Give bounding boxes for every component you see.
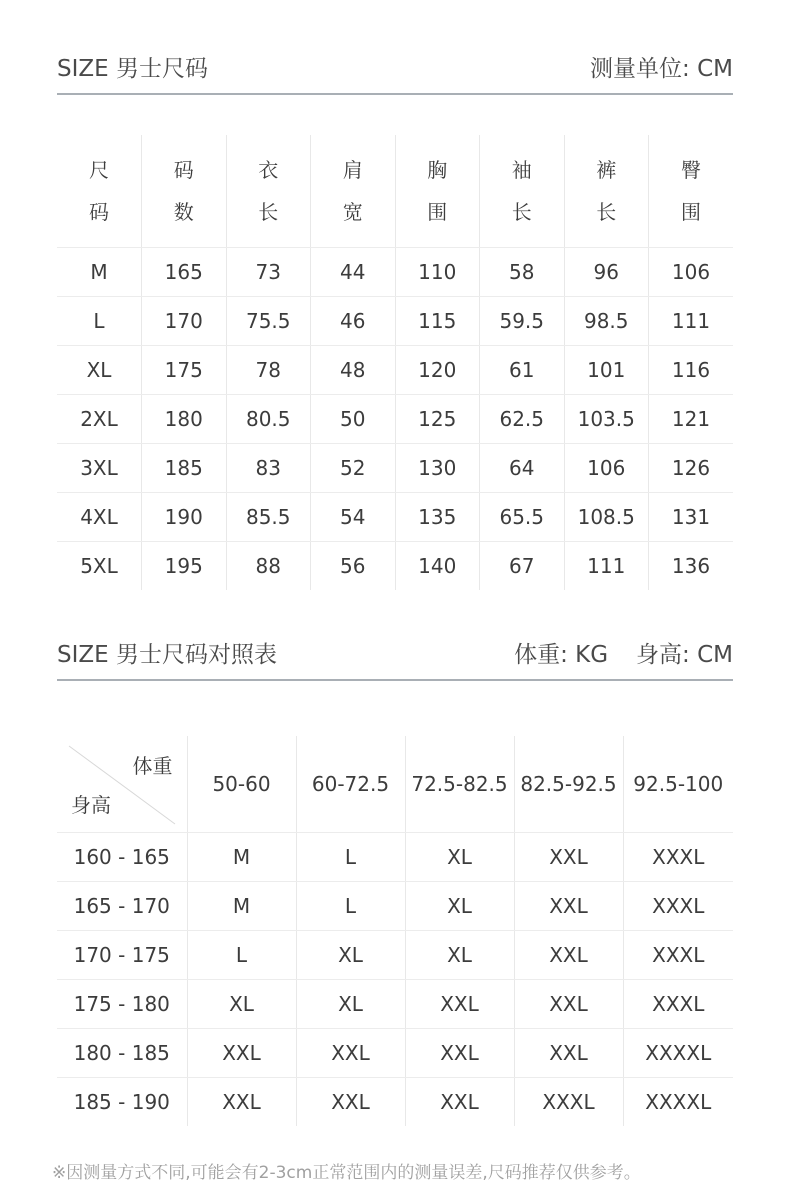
header-char: 宽 bbox=[342, 200, 363, 224]
size-table-cell: 61 bbox=[480, 346, 565, 395]
recommended-size-cell: XL bbox=[296, 931, 405, 980]
size-table-cell: 64 bbox=[480, 444, 565, 493]
chart-section-title: SIZE 男士尺码对照表 bbox=[57, 642, 277, 668]
header-char: 裤 bbox=[596, 158, 617, 182]
recommended-size-cell: XXL bbox=[405, 1029, 514, 1078]
chart-table-row bbox=[57, 931, 733, 980]
recommended-size-cell: XL bbox=[405, 882, 514, 931]
height-range-cell: 180 - 185 bbox=[57, 1029, 187, 1078]
size-table-cell: 190 bbox=[142, 493, 227, 542]
recommended-size-cell: XXXL bbox=[623, 980, 733, 1029]
chart-section-units bbox=[514, 636, 733, 669]
size-table-cell: 83 bbox=[226, 444, 311, 493]
chart-table-row bbox=[57, 833, 733, 882]
size-table-cell: 120 bbox=[395, 346, 480, 395]
size-header-cell bbox=[480, 135, 565, 248]
size-table-cell: 50 bbox=[311, 395, 396, 444]
measurement-footnote: ※因测量方式不同,可能会有2-3cm正常范围内的测量误差,尺码推荐仅供参考。 bbox=[52, 1163, 641, 1183]
recommended-size-cell: L bbox=[296, 833, 405, 882]
recommended-size-cell: XXXL bbox=[623, 931, 733, 980]
corner-cell bbox=[57, 736, 187, 833]
recommended-size-cell: XXL bbox=[514, 1029, 623, 1078]
size-table-cell: 4XL bbox=[57, 493, 142, 542]
recommended-size-cell: XXXL bbox=[623, 833, 733, 882]
size-table-cell: 98.5 bbox=[564, 297, 649, 346]
size-table-cell: 185 bbox=[142, 444, 227, 493]
size-recommendation-table bbox=[57, 736, 733, 1126]
size-header-cell bbox=[226, 135, 311, 248]
size-table-cell: 80.5 bbox=[226, 395, 311, 444]
size-table-cell: 56 bbox=[311, 542, 396, 591]
chart-table-row bbox=[57, 1078, 733, 1127]
header-char: 数 bbox=[173, 200, 194, 224]
size-table-cell: 96 bbox=[564, 248, 649, 297]
recommended-size-cell: XL bbox=[187, 980, 296, 1029]
height-range-cell: 175 - 180 bbox=[57, 980, 187, 1029]
weight-unit-label: 体重: KG bbox=[514, 642, 609, 668]
weight-range-header: 82.5-92.5 bbox=[514, 736, 623, 833]
recommended-size-cell: XXL bbox=[514, 833, 623, 882]
size-table-cell: 136 bbox=[649, 542, 734, 591]
header-char: 袖 bbox=[511, 158, 532, 182]
size-table-cell: 5XL bbox=[80, 554, 118, 578]
recommended-size-cell: XXL bbox=[187, 1029, 296, 1078]
size-table-cell: 135 bbox=[395, 493, 480, 542]
size-table-cell: 44 bbox=[311, 248, 396, 297]
size-table-cell: 130 bbox=[395, 444, 480, 493]
size-table-cell: 106 bbox=[649, 248, 734, 297]
weight-range-header: 92.5-100 bbox=[623, 736, 733, 833]
size-table-cell: 67 bbox=[480, 542, 565, 591]
size-table-cell: 106 bbox=[564, 444, 649, 493]
recommended-size-cell: XXL bbox=[514, 980, 623, 1029]
header-char: 长 bbox=[258, 200, 279, 224]
corner-height-label: 身高 bbox=[71, 793, 111, 817]
recommended-size-cell: M bbox=[187, 882, 296, 931]
recommended-size-cell: XL bbox=[405, 931, 514, 980]
height-unit-label: 身高: CM bbox=[636, 642, 733, 668]
corner-weight-label: 体重 bbox=[132, 754, 173, 778]
size-table-cell: 85.5 bbox=[226, 493, 311, 542]
recommended-size-cell: XXL bbox=[405, 1078, 514, 1127]
recommended-size-cell: XXXXL bbox=[623, 1078, 733, 1127]
header-char: 衣 bbox=[258, 158, 279, 182]
size-table-cell: 62.5 bbox=[480, 395, 565, 444]
weight-range-header: 50-60 bbox=[187, 736, 296, 833]
size-table-row bbox=[57, 542, 733, 591]
size-table-row bbox=[57, 297, 733, 346]
size-table-cell: 108.5 bbox=[564, 493, 649, 542]
size-table-cell: 140 bbox=[395, 542, 480, 591]
recommended-size-cell: XXL bbox=[187, 1078, 296, 1127]
size-header-cell bbox=[57, 135, 142, 248]
header-char: 码 bbox=[173, 158, 194, 182]
size-table-cell: 116 bbox=[649, 346, 734, 395]
height-range-cell: 165 - 170 bbox=[57, 882, 187, 931]
size-table-cell: M bbox=[57, 248, 142, 297]
size-table-cell: 58 bbox=[480, 248, 565, 297]
size-table-cell: 111 bbox=[649, 297, 734, 346]
chart-table-row bbox=[57, 882, 733, 931]
recommended-size-cell: XXL bbox=[296, 1078, 405, 1127]
size-table-cell: 170 bbox=[142, 297, 227, 346]
header-char: 尺 bbox=[89, 158, 109, 182]
chart-table-row bbox=[57, 980, 733, 1029]
recommended-size-cell: XXL bbox=[405, 980, 514, 1029]
size-measurement-table bbox=[57, 135, 733, 590]
size-table-row bbox=[57, 444, 733, 493]
weight-range-header: 72.5-82.5 bbox=[405, 736, 514, 833]
size-table-header-row bbox=[57, 135, 733, 248]
size-table-cell: 111 bbox=[564, 542, 649, 591]
chart-section-header bbox=[57, 636, 733, 681]
size-table-cell: 46 bbox=[311, 297, 396, 346]
header-char: 围 bbox=[681, 200, 701, 224]
header-char: 围 bbox=[427, 200, 448, 224]
recommended-size-cell: M bbox=[187, 833, 296, 882]
size-table-row bbox=[57, 395, 733, 444]
size-table-cell: 59.5 bbox=[480, 297, 565, 346]
chart-table-row bbox=[57, 1029, 733, 1078]
size-table-cell: 103.5 bbox=[564, 395, 649, 444]
size-table-cell: 65.5 bbox=[480, 493, 565, 542]
recommended-size-cell: XXL bbox=[514, 882, 623, 931]
size-table-cell: 126 bbox=[649, 444, 734, 493]
recommended-size-cell: XXL bbox=[296, 1029, 405, 1078]
weight-range-header: 60-72.5 bbox=[296, 736, 405, 833]
size-table-cell: 121 bbox=[649, 395, 734, 444]
height-range-cell: 185 - 190 bbox=[73, 1090, 170, 1114]
recommended-size-cell: XL bbox=[296, 980, 405, 1029]
header-char: 胸 bbox=[427, 158, 448, 182]
size-table-cell: 165 bbox=[142, 248, 227, 297]
recommended-size-cell: XXXL bbox=[623, 882, 733, 931]
size-table-cell: 125 bbox=[395, 395, 480, 444]
size-header-cell bbox=[649, 135, 734, 248]
size-header-cell bbox=[395, 135, 480, 248]
recommended-size-cell: L bbox=[187, 931, 296, 980]
size-table-cell: L bbox=[57, 297, 142, 346]
size-table-cell: 131 bbox=[649, 493, 734, 542]
size-section-title: SIZE 男士尺码 bbox=[57, 56, 208, 82]
size-table-cell: 73 bbox=[226, 248, 311, 297]
size-section-unit: 测量单位: CM bbox=[590, 56, 733, 82]
size-table-cell: 88 bbox=[226, 542, 311, 591]
size-table-cell: 54 bbox=[311, 493, 396, 542]
header-char: 长 bbox=[596, 200, 617, 224]
size-table-cell: 175 bbox=[142, 346, 227, 395]
size-section-header bbox=[57, 50, 733, 95]
size-table-cell: 110 bbox=[395, 248, 480, 297]
recommended-size-cell: L bbox=[296, 882, 405, 931]
header-char: 长 bbox=[511, 200, 532, 224]
size-table-cell: 3XL bbox=[57, 444, 142, 493]
size-table-cell: 78 bbox=[226, 346, 311, 395]
size-table-row bbox=[57, 248, 733, 297]
size-table-cell: 48 bbox=[311, 346, 396, 395]
size-table-cell: 101 bbox=[564, 346, 649, 395]
size-header-cell bbox=[564, 135, 649, 248]
header-char: 肩 bbox=[342, 158, 363, 182]
size-table-cell: 195 bbox=[142, 542, 227, 591]
recommended-size-cell: XXL bbox=[514, 931, 623, 980]
header-char: 臀 bbox=[681, 158, 701, 182]
height-range-cell: 160 - 165 bbox=[57, 833, 187, 882]
size-header-cell bbox=[142, 135, 227, 248]
size-table-cell: 52 bbox=[311, 444, 396, 493]
size-table-cell: 2XL bbox=[57, 395, 142, 444]
size-table-cell: XL bbox=[57, 346, 142, 395]
size-table-row bbox=[57, 346, 733, 395]
size-table-cell: 180 bbox=[142, 395, 227, 444]
size-table-cell: 75.5 bbox=[226, 297, 311, 346]
recommended-size-cell: XL bbox=[405, 833, 514, 882]
size-header-cell bbox=[311, 135, 396, 248]
size-table-cell: 115 bbox=[395, 297, 480, 346]
recommended-size-cell: XXXL bbox=[514, 1078, 623, 1127]
recommended-size-cell: XXXXL bbox=[623, 1029, 733, 1078]
height-range-cell: 170 - 175 bbox=[57, 931, 187, 980]
chart-table-header-row bbox=[57, 736, 733, 833]
size-table-row bbox=[57, 493, 733, 542]
header-char: 码 bbox=[89, 200, 109, 224]
